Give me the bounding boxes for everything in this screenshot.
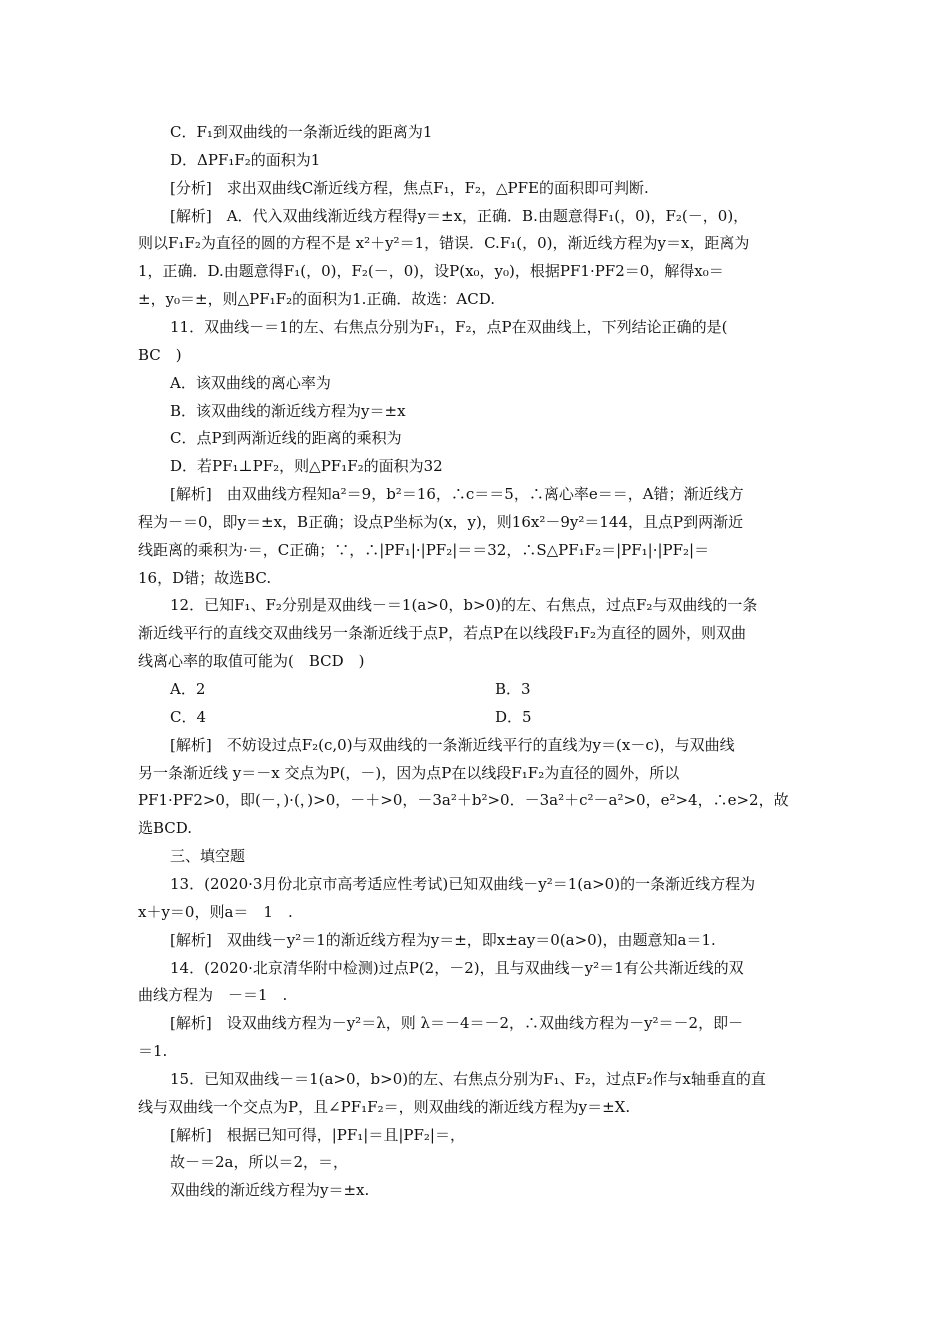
text-line: D．若PF₁⊥PF₂，则△PF₁F₂的面积为32	[170, 457, 443, 475]
text-line: 选BCD.	[138, 819, 193, 837]
text-line: [解析] A．代入双曲线渐近线方程得y＝±x，正确．B.由题意得F₁(，0)，F₂(－，0)，	[170, 207, 749, 225]
text-line: C．点P到两渐近线的距离的乘积为	[170, 429, 402, 447]
text-line: [解析] 根据已知可得，|PF₁|＝且|PF₂|＝，	[170, 1126, 465, 1144]
option-item: A．2	[170, 680, 206, 698]
text-line	[170, 707, 850, 727]
text-line: 12．已知F₁、F₂分别是双曲线－＝1(a>0，b>0)的左、右焦点，过点F₂与双曲线的一条	[170, 596, 758, 614]
text-line: 另一条渐近线 y＝－x 交点为P(，－)，因为点P在以线段F₁F₂为直径的圆外，所以	[138, 764, 680, 782]
text-line: 线离心率的取值可能为( BCD )	[138, 652, 365, 670]
text-line: 11．双曲线－＝1的左、右焦点分别为F₁，F₂，点P在双曲线上，下列结论正确的是(	[170, 318, 728, 336]
text-line: ±，y₀＝±，则△PF₁F₂的面积为1.正确．故选：ACD.	[138, 290, 495, 308]
text-line: 曲线方程为 －＝1 .	[138, 986, 288, 1004]
text-line: 渐近线平行的直线交双曲线另一条渐近线于点P，若点P在以线段F₁F₂为直径的圆外，则双曲	[138, 624, 747, 642]
text-line: B．该双曲线的渐近线方程为y＝±x	[170, 402, 406, 420]
text-line: 15．已知双曲线－＝1(a>0，b>0)的左、右焦点分别为F₁、F₂，过点F₂作与x轴垂直的直	[170, 1070, 766, 1088]
text-line: x＋y＝0，则a＝ 1 .	[138, 903, 293, 921]
text-line: [解析] 不妨设过点F₂(c,0)与双曲线的一条渐近线平行的直线为y＝(x－c)，与双曲线	[170, 736, 735, 754]
text-line: BC )	[138, 346, 182, 364]
text-line: 14．(2020·北京清华附中检测)过点P(2，－2)，且与双曲线－y²＝1有公共渐近线的双	[170, 959, 744, 977]
text-line: 程为－＝0，即y＝±x，B正确；设点P坐标为(x，y)，则16x²－9y²＝144，且点P到两渐近	[138, 513, 744, 531]
option-item: B．3	[495, 680, 531, 698]
text-line: C．F₁到双曲线的一条渐近线的距离为1	[170, 123, 433, 141]
text-line: 16，D错；故选BC.	[138, 569, 272, 587]
text-line: [解析] 双曲线－y²＝1的渐近线方程为y＝±，即x±ay＝0(a>0)，由题意知a＝1.	[170, 931, 716, 949]
option-item: C．4	[170, 708, 207, 726]
text-line	[170, 679, 850, 699]
text-line: 双曲线的渐近线方程为y＝±x.	[170, 1181, 370, 1199]
text-line: 线距离的乘积为·＝，C正确；∵，∴|PF₁|·|PF₂|＝＝32，∴S△PF₁F₂＝|PF₁|·|PF₂|＝	[138, 541, 710, 559]
text-line: A．该双曲线的离心率为	[170, 374, 331, 392]
text-line: 则以F₁F₂为直径的圆的方程不是 x²＋y²＝1，错误．C.F₁(，0)，渐近线方程为y＝x，距离为	[138, 234, 750, 252]
text-line: [解析] 设双曲线方程为－y²＝λ，则 λ＝－4＝－2，∴双曲线方程为－y²＝－2，即－	[170, 1014, 744, 1032]
text-line: PF1·PF2>0，即(－，)·(，)>0，－＋>0，－3a²＋b²>0．－3a²＋c²－a²>0，e²>4，∴e>2，故	[138, 791, 789, 809]
text-line: ＝1.	[138, 1042, 168, 1060]
text-line: 13．(2020·3月份北京市高考适应性考试)已知双曲线－y²＝1(a>0)的一条渐近线方程为	[170, 875, 756, 893]
text-line: 故－＝2a，所以＝2，＝，	[170, 1153, 349, 1171]
text-line: 1，正确．D.由题意得F₁(，0)，F₂(－，0)，设P(x₀，y₀)，根据PF1·PF2＝0，解得x₀＝	[138, 262, 724, 280]
text-line: 线与双曲线一个交点为P，且∠PF₁F₂＝，则双曲线的渐近线方程为y＝±X.	[138, 1098, 631, 1116]
text-line: [分析] 求出双曲线C渐近线方程，焦点F₁，F₂，△PFE的面积即可判断.	[170, 179, 649, 197]
option-item: D．5	[495, 708, 532, 726]
text-line: 三、填空题	[170, 847, 246, 865]
text-line: [解析] 由双曲线方程知a²＝9，b²＝16，∴c＝＝5，∴离心率e＝＝，A错；渐近线方	[170, 485, 744, 503]
text-line: D．ΔPF₁F₂的面积为1	[170, 151, 321, 169]
